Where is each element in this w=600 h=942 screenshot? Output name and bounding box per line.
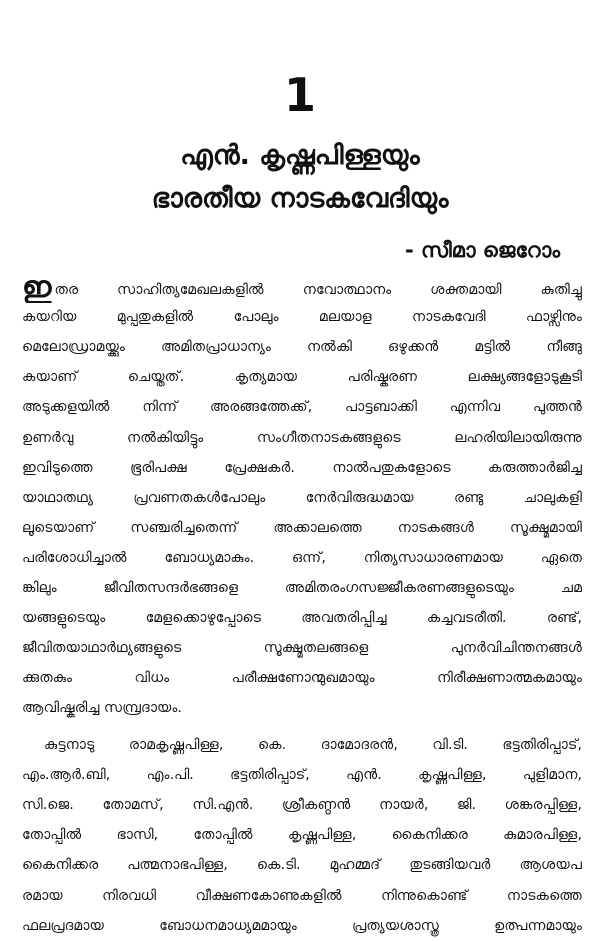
paragraph-1-line: അടുക്കളയിൽ നിന്ന് അരങ്ങത്തേക്ക്, പാട്ടബാക്കി എന്നിവ പുത്തൻ xyxy=(22,399,582,415)
paragraph-2-line: കൈനിക്കര പത്മനാഭപിള്ള, കെ.ടി. മുഹമ്മദ് തുടങ്ങിയവർ ആശയപ xyxy=(22,857,582,873)
drop-cap: ഇ xyxy=(22,272,52,303)
paragraph-1-line-1 xyxy=(22,272,582,303)
paragraph-2-line: എം.ആർ.ബി, എം.പി. ഭട്ടതിരിപ്പാട്, എൻ. കൃഷ്ണപിള്ള, പുളിമാന, xyxy=(22,767,582,783)
paragraph-1-line: ലൂടെയാണ് സഞ്ചരിച്ചതെന്ന് അക്കാലത്തെ നാടകങ്ങൾ സൂക്ഷ്മമായി xyxy=(22,520,582,536)
paragraph-1-line: കയാണ് ചെയ്തത്. കൃത്യമായ പരിഷ്കരണ ലക്ഷ്യങ്ങളോടുകൂടി xyxy=(22,369,582,385)
paragraph-1-line-1-text: തര സാഹിത്യമേഖലകളിൽ നവോത്ഥാനം ശക്തമായി കുതിച്ചു xyxy=(54,282,582,298)
paragraph-1-line: ജീവിതയാഥാർഥ്യങ്ങളുടെ സൂക്ഷ്മതലങ്ങളെ പുനർവിചിന്തനങ്ങൾ xyxy=(22,640,582,656)
paragraph-2-line: കുട്ടനാടു രാമകൃഷ്ണപിള്ള, കെ. ദാമോദരൻ, വി.ടി. ഭട്ടതിരിപ്പാട്, xyxy=(44,737,582,753)
paragraph-2-line: തോപ്പിൽ ഭാസി, തോപ്പിൽ കൃഷ്ണപിള്ള, കൈനിക്കര കുമാരപിള്ള, xyxy=(22,827,582,843)
chapter-number: 1 xyxy=(283,68,316,122)
paragraph-2-line: ഫലപ്രദമായ ബോധനമാധ്യമമായും പ്രത്യയശാസ്ത്ര ഉത്പന്നമായും xyxy=(22,918,582,934)
chapter-title-line-2: ഭാരതീയ നാടകവേദിയും xyxy=(151,183,449,214)
paragraph-1-line: യാഥാതഥ്യ പ്രവണതകൾപോലും നേർവിരുദ്ധമായ രണ്ടു ചാലുകളി xyxy=(22,490,582,506)
paragraph-1-line: പരിശോധിച്ചാൽ ബോധ്യമാകും. ഒന്ന്, നിത്യസാധാരണമായ ഏതെ xyxy=(22,550,582,566)
paragraph-1-line: ഉണർവു നൽകിയിട്ടും സംഗീതനാടകങ്ങളുടെ ലഹരിയിലായിരുന്നു xyxy=(22,430,582,446)
author-byline: - സീമാ ജെറോം xyxy=(404,238,560,262)
paragraph-1-line: ങ്കിലും ജീവിതസന്ദർഭങ്ങളെ അമിതരംഗസജ്ജീകരണങ്ങളുടെയും ചമ xyxy=(22,580,582,596)
paragraph-1-line: മെലോഡ്രാമയ്ക്കും അമിതപ്രാധാന്യം നൽകി ഒഴുക്കൻ മട്ടിൽ നീങ്ങു xyxy=(22,339,582,355)
paragraph-1-line-last: ആവിഷ്കരിച്ച സമ്പ്രദായം. xyxy=(22,700,182,716)
paragraph-1-line: ക്കുതകും വിധം പരീക്ഷണോന്മുഖമായും നിരീക്ഷണാത്മകമായും xyxy=(22,670,582,686)
paragraph-1-line: ഇവിടുത്തെ ഭൂരിപക്ഷ പ്രേക്ഷകർ. നാൽപതുകളോടെ കരുത്താർജിച്ച xyxy=(22,460,582,476)
paragraph-1-line: യങ്ങളുടെയും മേളക്കൊഴുപ്പോടെ അവതരിപ്പിച്ച കച്ചവടരീതി. രണ്ട്, xyxy=(22,610,582,626)
chapter-title-line-1: എൻ. കൃഷ്ണപിള്ളയും xyxy=(180,140,420,171)
paragraph-1-line: കയറിയ മുപ്പതുകളിൽ പോലും മലയാള നാടകവേദി ഫാഴ്സിനും xyxy=(22,309,582,325)
paragraph-2-line: രമായ നിരവധി വീക്ഷണകോണുകളിൽ നിന്നുകൊണ്ട് നാടകത്തെ xyxy=(22,888,582,904)
paragraph-2-line: സി.ജെ. തോമസ്, സി.എൻ. ശ്രീകണ്ഠൻ നായർ, ജി. ശങ്കരപ്പിള്ള, xyxy=(22,797,582,813)
